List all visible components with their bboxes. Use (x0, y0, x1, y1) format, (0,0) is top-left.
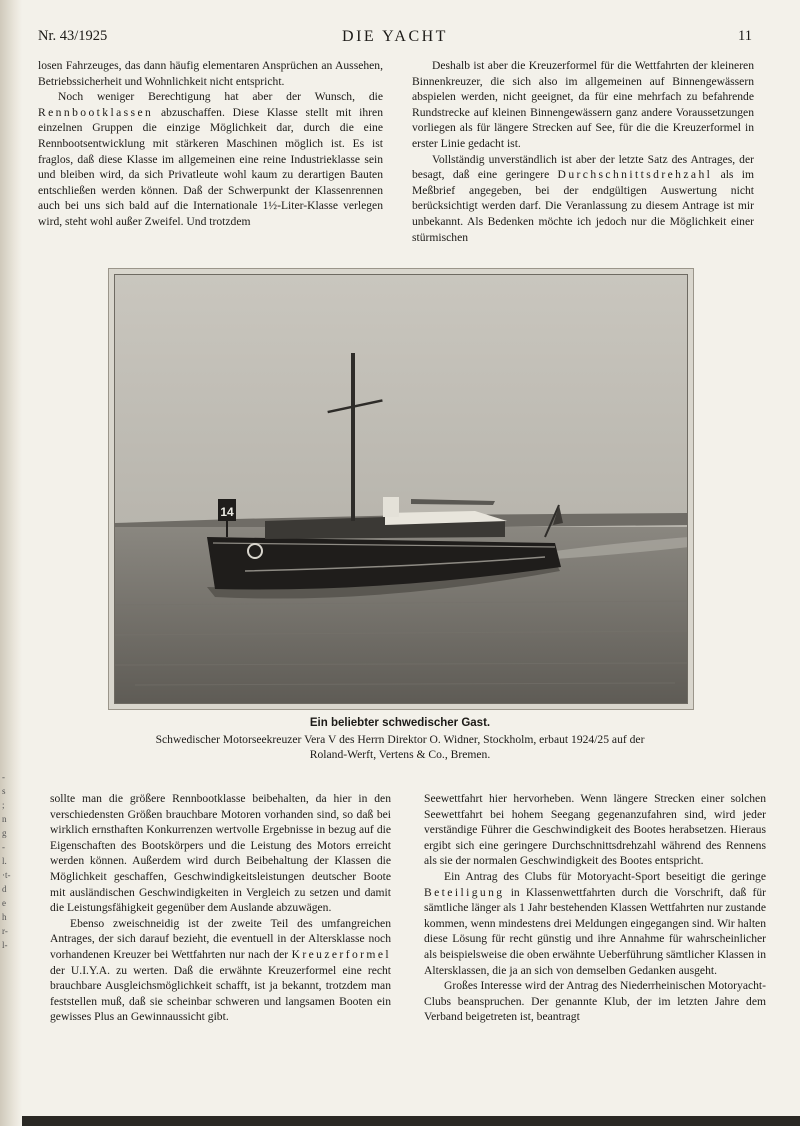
text-run: Noch weniger Berechtigung hat aber der Wunsch, die (58, 90, 383, 104)
text-run: Ebenso zweischneidig ist der zweite Teil des umfangreichen Antrages, der sich darauf bezieht, die eventuell in der Altersklasse noch vorhandenen Kreuzer bei Wettfahrten nur nach der (50, 916, 391, 961)
paragraph: Deshalb ist aber die Kreuzerformel für die Wettfahrten der kleineren Binnenkreuzer, die sich also im allgemeinen auf Binnengewässern abspielen werden, nicht geeignet, da für eine mehrfach zu befahrende Rundstrecke auf kleinen Binnengewässern ganz andere Voraussetzungen vorliegen als für längere Strecken auf See, für die die Kreuzerformel in erster Linie gedacht ist. (412, 59, 754, 150)
page-edge (0, 0, 22, 1126)
column-bottom-right (424, 791, 766, 1025)
text-run: in Klassenwettfahrten durch die Vorschrift, daß für sämtliche länger als 1 Jahr bestehenden Klassen Wettfahrten nur zustande kommen, wenn mindestens drei Meldungen eingegangen sind. Wir halten diese Lösung für recht günstig und ihre Annahme für wahrscheinlicher als beispielsweise die oben erwähnte Ueberführung sämtlicher Klassen in Altersklassen, die ja an sich von demselben Gedanken ausgeht. (424, 885, 766, 977)
scan-bottom-edge (22, 1116, 800, 1126)
paragraph: losen Fahrzeuges, das dann häufig elementaren Ansprüchen an Aussehen, Betriebssicherheit und Wohnlichkeit nicht entspricht. (38, 59, 383, 88)
column-top-left (38, 58, 383, 230)
spaced-term: Durchschnittsdrehzahl (557, 168, 713, 182)
column-top-right (412, 58, 754, 245)
caption-line: Schwedischer Motorseekreuzer Vera V des Herrn Direktor O. Widner, Stockholm, erbaut 1924/25 auf der (155, 732, 645, 746)
text-run: Ein Antrag des Clubs für Motoryacht-Sport beseitigt die geringe (444, 869, 766, 883)
boat-photo (114, 274, 688, 704)
page-number: 11 (738, 28, 752, 44)
caption-title: Ein beliebter schwedischer Gast. (309, 717, 491, 729)
paragraph: sollte man die größere Rennbootklasse beibehalten, da hier in den verschiedensten Größen brauchbare Motoren vorhanden sind, so daß bei wirklich ernsthaften Konkurrenzen wertvolle Ergebnisse in bezug auf die Eigenschaften des Bootskörpers und die Leistung des Motors erreicht werden können. Außerdem wird durch Beibehaltung der Klassen die Möglichkeit geschaffen, Geschwindigkeitsleistungen deutscher Boote mit ausländischen Geschwindigkeiten in Vergleich zu setzen und damit die Leistungsfähigkeit gegenüber dem Auslande abzuwägen. (50, 792, 391, 915)
text-run: der U.I.Y.A. zu werten. Daß die erwähnte Kreuzerformel eine recht brauchbare Ausgleichsmöglichkeit schafft, ist ja bekannt, trotzdem man feststellen muß, daß sie scheinbar schweren und langsamen Booten ein gewisses Plus an Gewinnaussicht gibt. (50, 963, 391, 1024)
photo-frame (108, 268, 694, 710)
page-header (38, 28, 752, 50)
paragraph (50, 916, 391, 1025)
spaced-term: Rennbootklassen (38, 105, 154, 119)
text-run: Vollständig unverständlich ist aber der letzte Satz des Antrages, der besagt, daß eine geringere (412, 152, 754, 182)
issue-number: Nr. 43/1925 (38, 28, 108, 44)
gutter-fragments: - s ; n g - l. ·t- d e h r- l- (2, 772, 11, 950)
spaced-term: Beteiligung (424, 885, 505, 899)
column-bottom-left (50, 791, 391, 1025)
paragraph (424, 869, 766, 978)
figure-caption (100, 716, 700, 763)
paragraph (412, 152, 754, 246)
paragraph: Großes Interesse wird der Antrag des Niederrheinischen Motoryacht-Clubs beanspruchen. Der genannte Klub, der im letzten Jahre dem Verband beigetreten ist, beantragt (424, 979, 766, 1024)
paragraph: Seewettfahrt hier hervorheben. Wenn längere Strecken einer solchen Seewettfahrt bei hohem Seegang gegenanzufahren sind, wird jeder verständige Führer die Geschwindigkeit des Bootes herabsetzen. Hieraus ergibt sich eine geringere Durchschnittsdrehzahl während des Rennens als sie der normalen Geschwindigkeit des Bootes entspricht. (424, 792, 766, 868)
paragraph (38, 89, 383, 229)
text-run: als im Meßbrief angegeben, bei der endgültigen Auswertung nicht berücksichtigt werden darf. Die Veranlassung zu diesem Antrage ist mir unbekannt. Als Bedenken möchte ich jedoch nur die Möglichkeit einer stürmischen (412, 168, 754, 244)
spaced-term: Kreuzerformel (291, 947, 391, 961)
boat-flag-number: 14 (220, 505, 234, 519)
journal-title: DIE YACHT (342, 28, 448, 45)
caption-line: Roland-Werft, Vertens & Co., Bremen. (309, 748, 491, 761)
text-run: abzuschaffen. Diese Klasse stellt mit ihren einzelnen Gruppen die einzige Möglichkeit dar, durch die eine Rennbootsentwicklung mit stärkeren Maschinen möglich ist. Es ist fraglos, daß diese Klasse im allgemeinen eine reine Industrieklasse sein und bleiben wird, da sich Privatleute wohl kaum zu derartigen Bauten entschließen werden können. Daß der Schwerpunkt der Klassenrennen auch bei uns sich bald auf die Internationale 1½-Liter-Klasse verlegen wird, steht wohl außer Zweifel. Und trotzdem (38, 105, 383, 228)
boat-photo-image (115, 275, 688, 704)
